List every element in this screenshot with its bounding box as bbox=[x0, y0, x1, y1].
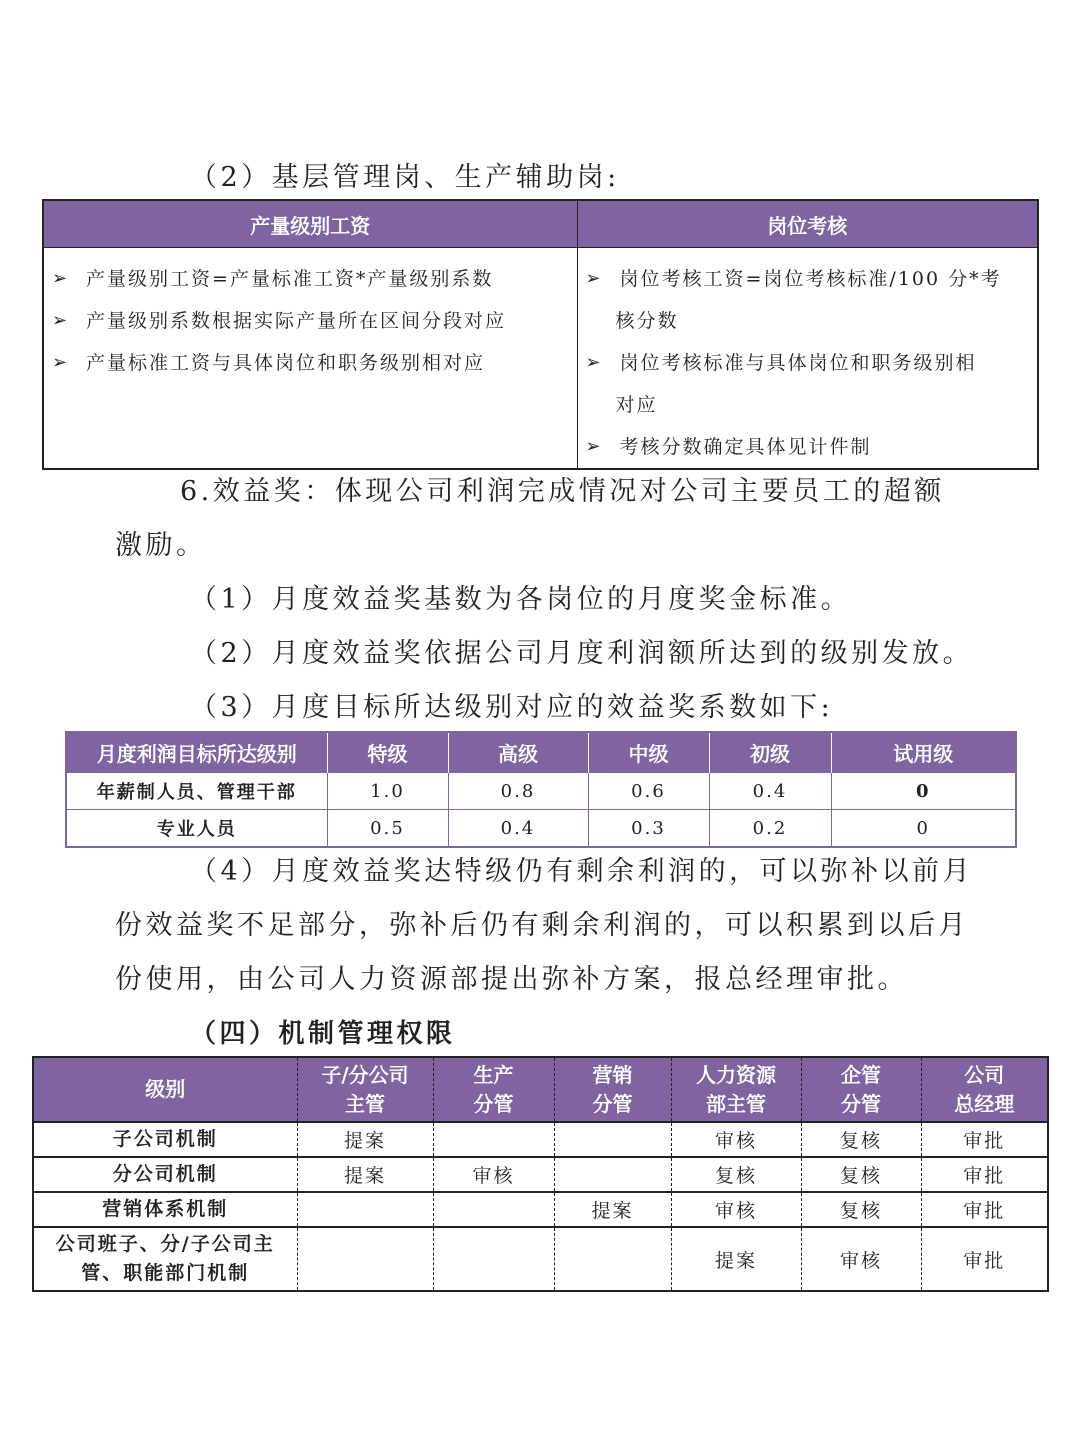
table-cell: 提案 bbox=[554, 1192, 671, 1227]
list-item: ➢ 考核分数确定具体见计件制 bbox=[586, 426, 1030, 468]
table-row: 年薪制人员、管理干部 1.0 0.8 0.6 0.4 0 bbox=[66, 773, 1016, 810]
paragraph-line: 6.效益奖：体现公司利润完成情况对公司主要员工的超额 bbox=[180, 476, 945, 507]
table-header: 生产 分管 bbox=[433, 1057, 554, 1122]
section-4-heading: （四）机制管理权限 bbox=[190, 1019, 456, 1049]
mechanism-authority-table bbox=[32, 1056, 1049, 1292]
table-cell: 审核 bbox=[671, 1192, 801, 1227]
table-cell bbox=[554, 1157, 671, 1192]
table-row bbox=[33, 1157, 1048, 1192]
row-label: 分公司机制 bbox=[33, 1157, 297, 1192]
table-row bbox=[33, 1122, 1048, 1157]
item-2: （2）月度效益奖依据公司月度利润额所达到的级别发放。 bbox=[190, 638, 974, 669]
table-header: 初级 bbox=[709, 732, 831, 773]
list-item: ➢ 岗位考核标准与具体岗位和职务级别相 bbox=[586, 342, 1030, 384]
table-header: 月度利润目标所达级别 bbox=[66, 732, 327, 773]
table-cell: 提案 bbox=[297, 1157, 433, 1192]
arrow-bullet-icon: ➢ bbox=[52, 268, 70, 289]
table-header: 子/分公司 主管 bbox=[297, 1057, 433, 1122]
item-4-line: （4）月度效益奖达特级仍有剩余利润的，可以弥补以前月 bbox=[190, 856, 974, 887]
item-4-line: 份效益奖不足部分，弥补后仍有剩余利润的，可以积累到以后月 bbox=[115, 910, 969, 941]
table-header: 公司 总经理 bbox=[921, 1057, 1048, 1122]
table-cell bbox=[433, 1227, 554, 1291]
table-cell bbox=[554, 1122, 671, 1157]
item-1: （1）月度效益奖基数为各岗位的月度奖金标准。 bbox=[190, 584, 852, 615]
table-cell: 审批 bbox=[921, 1157, 1048, 1192]
post-assessment-cell: ➢ 岗位考核工资=岗位考核标准/100 分*考 核分数 ➢ 岗位考核标准与具体岗位和职务级别相 对应 ➢ 考核分数确定具体见计件制 bbox=[577, 248, 1038, 470]
output-wage-cell bbox=[43, 248, 577, 470]
table-header: 营销 分管 bbox=[554, 1057, 671, 1122]
arrow-bullet-icon: ➢ bbox=[585, 352, 603, 373]
table-header: 高级 bbox=[448, 732, 588, 773]
table-cell bbox=[433, 1192, 554, 1227]
row-label: 营销体系机制 bbox=[33, 1192, 297, 1227]
arrow-bullet-icon: ➢ bbox=[585, 436, 603, 457]
table-cell: 复核 bbox=[671, 1157, 801, 1192]
table-header: 级别 bbox=[145, 1077, 186, 1101]
row-label: 公司班子、分/子公司主 管、职能部门机制 bbox=[33, 1227, 297, 1291]
table-header: 人力资源 部主管 bbox=[671, 1057, 801, 1122]
table-cell: 提案 bbox=[297, 1122, 433, 1157]
table-cell: 审核 bbox=[801, 1227, 921, 1291]
arrow-bullet-icon: ➢ bbox=[52, 352, 70, 373]
table-cell: 审核 bbox=[433, 1157, 554, 1192]
table-row: 专业人员 0.5 0.4 0.3 0.2 0 bbox=[66, 810, 1016, 848]
paragraph-line: 激励。 bbox=[115, 530, 207, 561]
arrow-bullet-icon: ➢ bbox=[585, 268, 603, 289]
bonus-coefficient-table bbox=[65, 731, 1017, 848]
table-cell bbox=[554, 1227, 671, 1291]
table-row bbox=[33, 1192, 1048, 1227]
table-cell: 审批 bbox=[921, 1122, 1048, 1157]
table-header: 企管 分管 bbox=[801, 1057, 921, 1122]
table-cell: 审批 bbox=[921, 1227, 1048, 1291]
list-item: ➢ 岗位考核工资=岗位考核标准/100 分*考 bbox=[586, 258, 1030, 300]
header-output-wage: 产量级别工资 bbox=[43, 200, 577, 248]
list-item: ➢ 产量级别工资=产量标准工资*产量级别系数 bbox=[52, 258, 569, 300]
table-cell: 审核 bbox=[671, 1122, 801, 1157]
table-cell: 审批 bbox=[921, 1192, 1048, 1227]
table-header: 中级 bbox=[588, 732, 709, 773]
list-item: ➢ 产量标准工资与具体岗位和职务级别相对应 bbox=[52, 342, 569, 384]
row-label: 子公司机制 bbox=[33, 1122, 297, 1157]
header-post-assessment: 岗位考核 bbox=[577, 200, 1038, 248]
table-header: 试用级 bbox=[831, 732, 1016, 773]
table-cell bbox=[433, 1122, 554, 1157]
table-cell: 复核 bbox=[801, 1122, 921, 1157]
list-item: ➢ 产量级别系数根据实际产量所在区间分段对应 bbox=[52, 300, 569, 342]
table-cell bbox=[297, 1227, 433, 1291]
table-header: 特级 bbox=[327, 732, 448, 773]
arrow-bullet-icon: ➢ bbox=[52, 310, 70, 331]
section-heading: （2）基层管理岗、生产辅助岗: bbox=[190, 162, 620, 193]
table-cell: 提案 bbox=[671, 1227, 801, 1291]
table-row bbox=[33, 1227, 1048, 1291]
wage-structure-table bbox=[42, 199, 1039, 470]
item-4-line: 份使用，由公司人力资源部提出弥补方案，报总经理审批。 bbox=[115, 964, 908, 995]
table-cell: 复核 bbox=[801, 1192, 921, 1227]
item-3: （3）月度目标所达级别对应的效益奖系数如下: bbox=[190, 692, 834, 723]
table-cell bbox=[297, 1192, 433, 1227]
table-cell: 复核 bbox=[801, 1157, 921, 1192]
